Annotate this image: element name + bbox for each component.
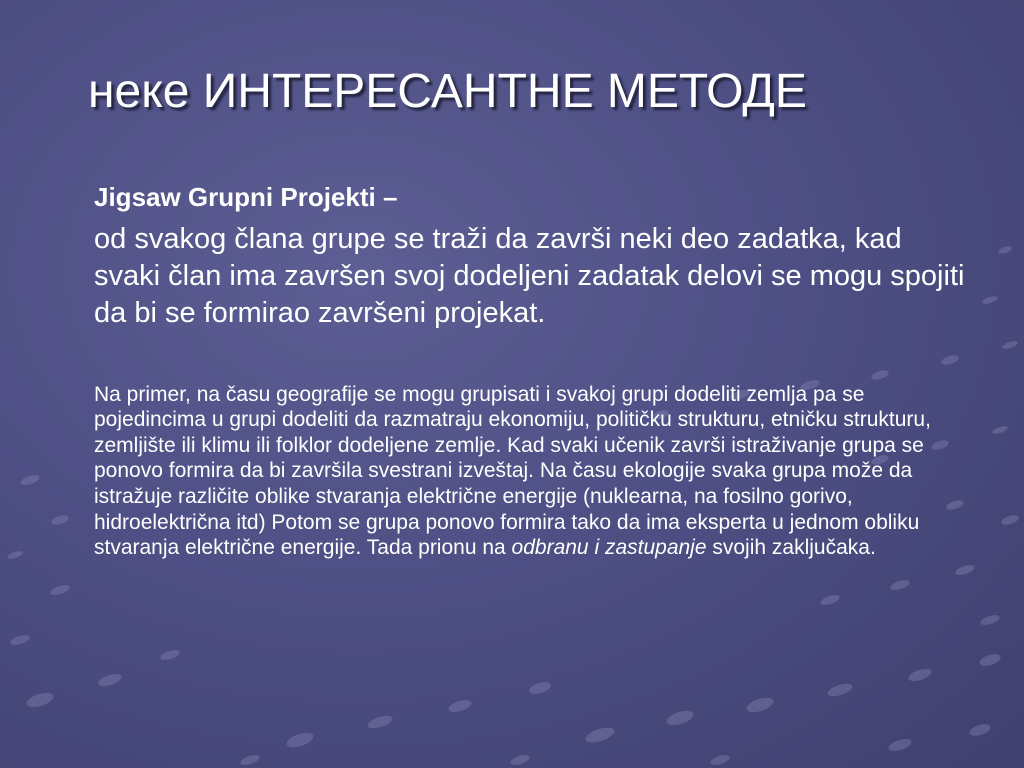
example-end-text: svojih zaključaka. bbox=[706, 536, 876, 560]
section-heading: Jigsaw Grupni Projekti – bbox=[94, 182, 398, 212]
example-italic-text: odbranu i zastupanje bbox=[511, 536, 707, 560]
definition-paragraph: od svakog člana grupe se traži da završi neki deo zadatka, kad svaki član ima završen svoj dodeljeni zadatak delovi se mogu spojiti da bi se formirao završeni projekat. bbox=[94, 223, 965, 329]
slide-content bbox=[94, 180, 974, 561]
example-text: Na primer, na času geografije se mogu grupisati i svakoj grupi dodeliti zemlja pa se pojedincima u grupi dodeliti da razmatraju ekonomiju, političku strukturu, etničku strukturu, zemljište ili klimu ili folklor dodeljene zemlje. Kad svaki učenik završi istraživanje grupa se ponovo formira da bi završila svestrani izveštaj. Na času ekologije svaka grupa može da istražuje različite oblike stvaranja električne energije (nuklearna, na fosilno gorivo, hidroelektrična itd) Potom se grupa ponovo formira tako da ima eksperta u jednom obliku stvaranja električne energije. Tada prionu na bbox=[94, 382, 931, 560]
example-paragraph bbox=[94, 382, 974, 561]
slide-title: неке ИНТЕРЕСАНТНЕ МЕТОДЕ bbox=[88, 65, 807, 118]
